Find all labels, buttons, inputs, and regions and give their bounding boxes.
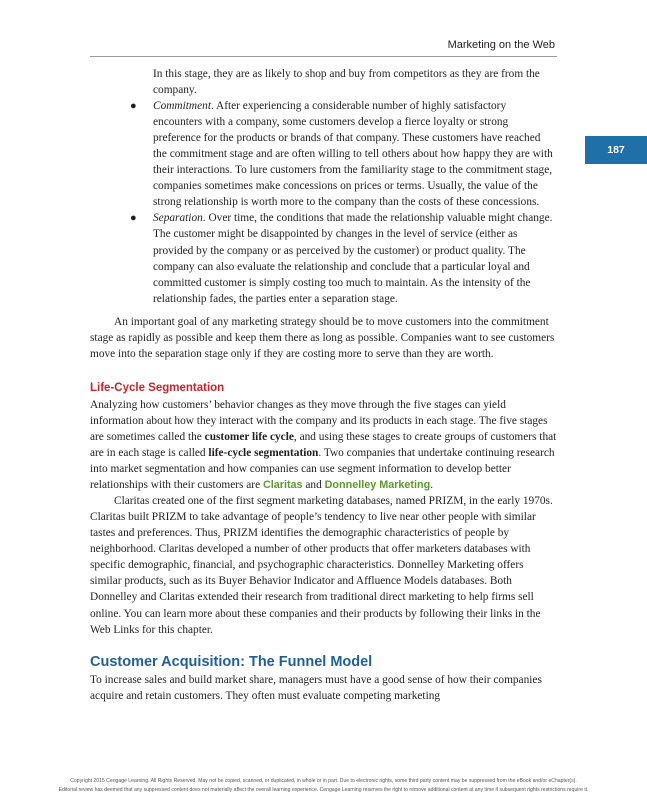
key-term: life-cycle segmentation (208, 447, 319, 460)
header-rule (90, 56, 557, 57)
bullet-text: . After experiencing a considerable number of highly satisfactory encounters with a company, some customers develop a fierce loyalty or strong preference for the products or brands of that company. These customers have reached the commitment stage and are often willing to tell others about how happy they are with their interactions. To lure customers from the familiarity stage to the commitment stage, companies sometimes make concessions on prices or terms. Usually, the value of the strong relationship is worth more to the company than the costs of these concessions. (153, 100, 553, 209)
bullet-icon: ● (130, 212, 137, 225)
section-heading-lifecycle: Life-Cycle Segmentation (90, 381, 225, 394)
bullet-icon: ● (130, 100, 137, 113)
bullet-term: Separation (153, 212, 203, 225)
link-claritas[interactable]: Claritas (262, 479, 303, 492)
page-number-tab: 187 (585, 136, 647, 164)
key-term: customer life cycle (204, 430, 294, 443)
section-heading-acquisition: Customer Acquisition: The Funnel Model (90, 653, 373, 670)
paragraph-acquisition-1: To increase sales and build market share, managers must have a good sense of how their companies acquire and retain customers. They often must evaluate competing marketing (90, 673, 542, 702)
bullet-term: Commitment (153, 100, 211, 113)
bullet-item-commitment (90, 98, 557, 210)
body-content (90, 66, 557, 704)
footer-line: Editorial review has deemed that any suppressed content does not materially affect the overall learning experience. Cengage Learning reserves the right to remove additional content at any time if subsequent rights restrictions require it. (58, 787, 589, 793)
bullet-text: . Over time, the conditions that made the relationship valuable might change. The customer might be disappointed by changes in the level of service (either as provided by the company or as perceived by the customer) or product quality. The company can also evaluate the relationship and conclude that a particular loyal and committed customer is simply costing too much to maintain. As the intensity of the relationship fades, the parties enter a separation stage. (153, 212, 553, 305)
text-span: , and using these stages to create groups of customers that are in each stage is called (90, 430, 557, 460)
bullet-continuation: In this stage, they are as likely to shop and buy from competitors as they are from the company. (153, 68, 540, 97)
stage-bullet-list (90, 98, 557, 307)
paragraph-lifecycle-1 (90, 397, 557, 493)
link-donnelley-marketing[interactable]: Donnelley Marketing (324, 479, 431, 492)
text-span: . Two companies that undertake continuing research into market segmentation and how companies can use segment information to develop better relationships with their customers are (90, 447, 555, 492)
text-span: and (302, 479, 325, 492)
paragraph-lifecycle-2: Claritas created one of the first segment marketing databases, named PRIZM, in the early 1970s. Claritas built PRIZM to take advantage of people’s tendency to live near other people with similar tastes and preferences. Thus, PRIZM identifies the demographic characteristics of people by neighborhood. Claritas developed a number of other products that offer marketers databases with specific demographic, financial, and psychographic characteristics. Donnelley Marketing offers similar products, such as its Buyer Behavior Indicator and Affluence Models databases. Both Donnelley and Claritas extended their research from traditional direct marketing to help firms sell online. You can learn more about these companies and their products by following their links in the Web Links for this chapter. (90, 495, 553, 636)
running-header: Marketing on the Web (447, 39, 555, 51)
bullet-item-separation (90, 210, 557, 306)
text-span: . (430, 479, 434, 492)
copyright-footer (0, 777, 647, 795)
text-span: Analyzing how customers’ behavior changes as they move through the five stages can yield information about how they interact with the company and its products in each stage. The five stages are sometimes called the (90, 398, 548, 443)
paragraph-goal: An important goal of any marketing strategy should be to move customers into the commitment stage as rapidly as possible and keep them there as long as possible. Companies want to see customers move into the separation stage only if they are costing more to serve than they are worth. (90, 315, 555, 360)
footer-line: Copyright 2015 Cengage Learning. All Rights Reserved. May not be copied, scanned, or duplicated, in whole or in part. Due to electronic rights, some third party content may be suppressed from the eBook and/or eChapter(s). (70, 778, 577, 784)
